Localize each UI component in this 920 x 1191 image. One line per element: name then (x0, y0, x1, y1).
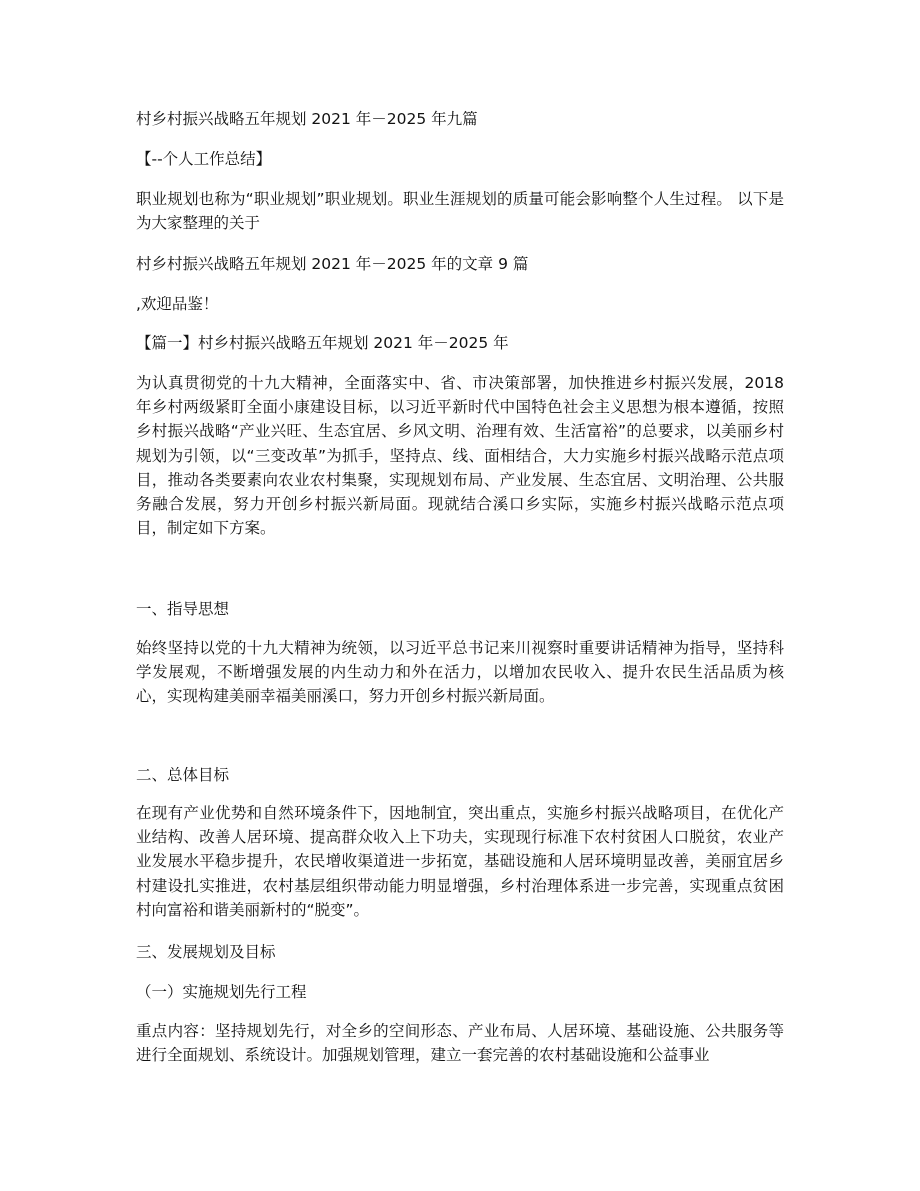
section3-heading: 三、发展规划及目标 (136, 943, 276, 961)
section1-paragraph: 始终坚持以党的十九大精神为统领，以习近平总书记来川视察时重要讲话精神为指导，坚持科学发展观，不断增强发展的内生动力和外在活力，以增加农民收入、提升农民生活品质为核心，实现构建美丽幸福美丽溪口，努力开创乡村振兴新局面。 (136, 639, 784, 706)
subsection1-paragraph: 重点内容：坚持规划先行，对全乡的空间形态、产业布局、人居环境、基础设施、公共服务等进行全面规划、系统设计。加强规划管理，建立一套完善的农村基础设施和公益事业 (136, 1022, 784, 1065)
section2-heading: 二、总体目标 (136, 766, 230, 784)
subsection1-heading: （一）实施规划先行工程 (136, 983, 307, 1001)
intro-paragraph: 职业规划也称为“职业规划”职业规划。职业生涯规划的质量可能会影响整个人生过程。 以下是为大家整理的关于 (136, 190, 784, 233)
section2-paragraph: 在现有产业优势和自然环境条件下，因地制宜，突出重点，实施乡村振兴战略项目，在优化产业结构、改善人居环境、提高群众收入上下功夫，实现现行标准下农村贫困人口脱贫，农业产业发展水平稳步提升，农民增收渠道进一步拓宽，基础设施和人居环境明显改善，美丽宜居乡村建设扎实推进，农村基层组织带动能力明显增强，乡村治理体系进一步完善，实现重点贫困村向富裕和谐美丽新村的“脱变”。 (136, 804, 784, 919)
document-title: 村乡村振兴战略五年规划 2021 年－2025 年九篇 (136, 110, 478, 128)
welcome-text: ,欢迎品鉴！ (136, 295, 219, 313)
category-tag: 【--个人工作总结】 (136, 150, 272, 168)
part1-paragraph: 为认真贯彻党的十九大精神，全面落实中、省、市决策部署，加快推进乡村振兴发展，2018 年乡村两级紧盯全面小康建设目标，以习近平新时代中国特色社会主义思想为根本遵循，按照乡村振兴战略“产业兴旺、生态宜居、乡风文明、治理有效、生活富裕”的总要求，以美丽乡村规划为引领，以“三变改革”为抓手，坚持点、线、面相结合，大力实施乡村振兴战略示范点项目，推动各类要素向农业农村集聚，实现规划布局、产业发展、生态宜居、文明治理、公共服务融合发展，努力开创乡村振兴新局面。现就结合溪口乡实际，实施乡村振兴战略示范点项目，制定如下方案。 (136, 374, 784, 538)
part1-heading: 【篇一】村乡村振兴战略五年规划 2021 年－2025 年 (136, 334, 509, 352)
section1-heading: 一、指导思想 (136, 600, 230, 618)
document-subtitle: 村乡村振兴战略五年规划 2021 年－2025 年的文章 9 篇 (136, 255, 529, 273)
